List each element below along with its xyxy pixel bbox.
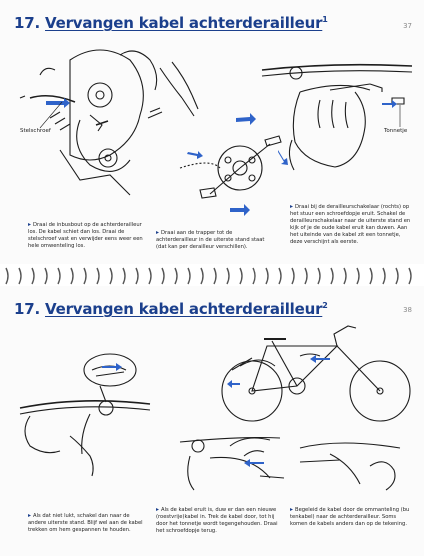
label-stelschroef: Stelschroef bbox=[20, 128, 51, 134]
bottom-page bbox=[0, 286, 424, 556]
caption-bottom-1: ▸ Als dat niet lukt, schakel dan naar de andere uiterste stand. Blijf wel aan de kabel trekken om hem gespannen te houden. bbox=[28, 512, 143, 533]
top-page bbox=[0, 0, 424, 266]
page-title-top: 17. Vervangen kabel achterderailleur$^1$ bbox=[14, 14, 328, 32]
page-title-bottom: 17. Vervangen kabel achterderailleur$^2$ bbox=[14, 300, 328, 318]
hand-cable-arrow bbox=[244, 459, 264, 467]
page-number-top: 37 bbox=[403, 22, 412, 30]
caption-bottom-2: ▸ Als de kabel eruit is, duw er dan een nieuwe (roestvrije)kabel in. Trek de kabel door, tot hij door het tonnetje wordt tegengehouden. Draai het schroefdopje terug. bbox=[156, 506, 278, 534]
pedal-crank-illustration bbox=[180, 136, 281, 198]
tonnetje-arrow bbox=[382, 100, 397, 108]
spiral-binding bbox=[0, 264, 424, 288]
caption-bottom-3: ▸ Begeleid de kabel door de ommanteling (bu tenkabel) naar de achterderailleur. Soms komen de kabels anders dan op de tekening. bbox=[290, 506, 410, 527]
hand-shifter-illustration bbox=[262, 65, 412, 170]
handlebar-illustration bbox=[20, 354, 150, 476]
handlebar-arrow bbox=[102, 363, 122, 371]
page-number-bottom: 38 bbox=[403, 306, 412, 314]
hand-cable-illustration bbox=[180, 438, 284, 491]
guide-cable-illustration bbox=[300, 443, 400, 490]
derailleur-illustration bbox=[20, 50, 157, 195]
pedal-arrows bbox=[187, 113, 288, 216]
caption-top-3: ▸ Draai bij de derailleurschakelaar (rochts) op het stuur een schroefdopje eruit. Schakel de derailleurschakelaar naar de uiterste stand en kijk of je de oude kabel eruit kan duwen. Aan het uiteinde van de kabel zit een tonnetje, deze verschijnt als eerste. bbox=[290, 203, 411, 245]
caption-top-2: ▸ Draai aan de trapper tot de achterderailleur in de uiterste stand staat (dat kan per derailleur verschillen). bbox=[156, 229, 265, 250]
bicycle-illustration bbox=[222, 326, 410, 421]
label-tonnetje: Tonnetje bbox=[384, 128, 408, 134]
bicycle-arrows bbox=[227, 355, 330, 388]
caption-top-1: ▸ Draai de inbusbout op de achterderailleur los. De kabel schiet dan los. Draai de stelschroef vast en verwijder eens weer een hele omwenteling los. bbox=[28, 221, 143, 249]
